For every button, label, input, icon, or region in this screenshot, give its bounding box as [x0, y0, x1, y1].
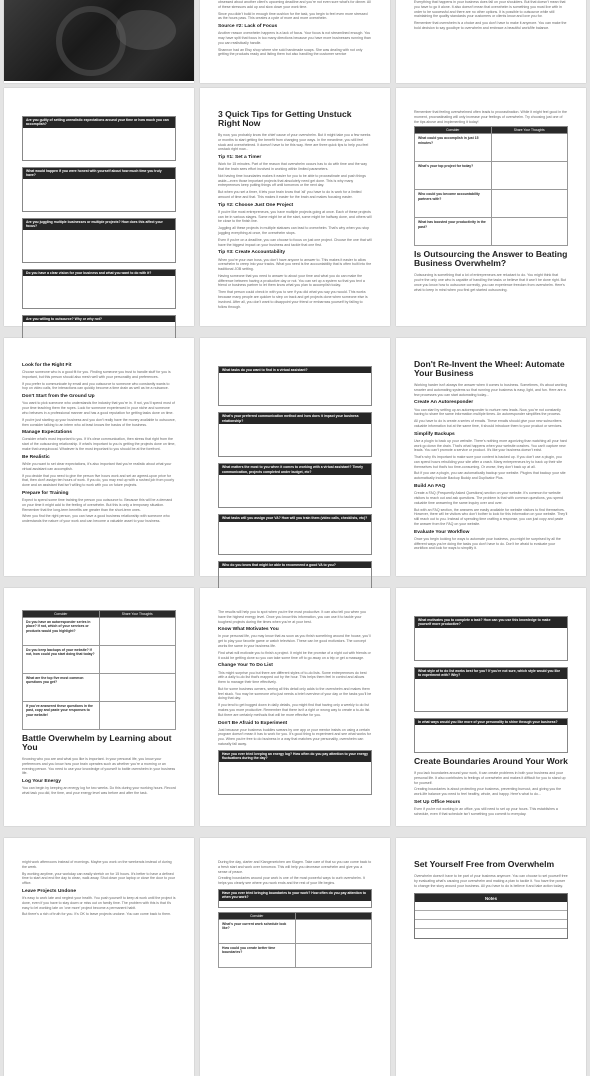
- answer-space[interactable]: [219, 424, 371, 456]
- section-title: Create Boundaries Around Your Work: [414, 756, 568, 767]
- answer-cell[interactable]: [491, 162, 568, 190]
- page-title: Set Yourself Free from Overwhelm: [414, 859, 555, 869]
- body-text: Knowing who you are and what you like is important. In your personal life, you know your preferences and you know how your brain operates such as whether you're a morning or an evening person. You need to use your knowledge of yourself to battle overwhelm in your business life.: [22, 757, 176, 776]
- question-box[interactable]: [218, 889, 372, 908]
- body-text: Consider what's most important to you. If it's clear communication, then stress that right from the start of the outsourcing relationship. If what's important to you is getting the projects done on time, make that unequivocal. Whatever is the most important to you should be at the forefront.: [22, 437, 176, 452]
- table-row: [415, 162, 568, 190]
- prompt-cell: Who could you become accountability partners with?: [415, 190, 492, 218]
- page-title: 3 Quick Tips for Getting Unstuck Right Now: [218, 109, 352, 129]
- page-14-boundaries-worksheet: [200, 838, 390, 1076]
- body-text: Even if you're not working in an office, you still need to set up your hours. This establishes a schedule, even if that schedule isn't something you commit to everyday.: [414, 807, 558, 816]
- section-heading: Be Realistic: [22, 454, 50, 460]
- section-heading: Build An FAQ: [414, 484, 446, 490]
- table-row: [23, 646, 176, 674]
- section-heading: Tip #1: Set a Timer: [218, 155, 262, 161]
- question-header: Are you willing to outsource? Why or why not?: [23, 316, 175, 322]
- answer-cell[interactable]: [99, 618, 176, 646]
- section-heading: Simplify Backups: [414, 431, 455, 437]
- body-text: But there's a rich of truth for you. It's OK to leave projects undone. You can come back to them.: [22, 912, 172, 917]
- body-text: Overwhelm doesn't have to be part of your business anymore. You can choose to set yourself free by evaluating what's causing your overwhelm and making a plan to tackle it. You have the power to change the story around your business. All you have to do is believe it and take action today.: [414, 874, 568, 888]
- body-text: Another reason overwhelm happens is a lack of focus. Your focus is not streamlined enough. You may have split that focus in too many directions because you have more businesses running than you can realistically handle.: [218, 31, 371, 45]
- section-heading: Set Up Office Hours: [414, 800, 461, 806]
- question-header: Who do you know that might be able to recommend a good VA to you?: [219, 562, 371, 568]
- body-text: Once you begin looking for ways to automate your business, you might be surprised by all the different ways you're doing the tasks you don't have to do. Don't be afraid to evaluate your workflow and look for ways to simplify it.: [414, 536, 561, 551]
- body-text: During the day, clarter and Klangerzeichen am Klagen. Take care of that so you can come back to a fresh start and work over tomorrow. This will help you decrease overwhelm and give you a sense of peace.: [218, 860, 372, 874]
- body-text: That's why it's important to make sure your content is backed up. If you don't use a plugin, you can spend hours rebuilding your site after a crash. Many entrepreneurs try to back up their site themselves but that's too time-consuming. Or worse, they don't back up at all.: [414, 455, 563, 469]
- notes-line[interactable]: [415, 920, 567, 929]
- page-2-causes: [200, 0, 390, 83]
- question-header: Do you have a clear vision for your business and what you want to do with it?: [23, 270, 175, 276]
- body-text: Remember that feeling overwhelmed often leads to procrastination. While it might feel good in the moment, procrastinating will only increase your feelings of overwhelm. Try choosing just one of the tips above and implementing it today!: [414, 110, 567, 124]
- body-text: Since you didn't build in enough time cushion for the task, you begin to feel even more stressed as the hours pass. This creates a cycle of more and more overwhelm.: [218, 11, 368, 21]
- body-text: The results will help you to spot when you're the most productive. It can also tell you when you have the highest energy level. Once you know this information, you can use it to tackle your toughest projects during the times when you're at your best.: [218, 610, 366, 624]
- answer-space[interactable]: [415, 725, 567, 752]
- table-row: [23, 618, 176, 646]
- question-header: Are you juggling multiple businesses or multiple projects? How does this affect your focus?: [23, 219, 175, 230]
- answer-cell[interactable]: [99, 646, 176, 674]
- answer-cell[interactable]: [99, 702, 176, 730]
- body-text: You can begin by keeping an energy log for two weeks. Do this during your working hours. Record what task you did, the time, and your energy level was before and after the task.: [22, 786, 176, 796]
- prompt-cell: What could you accomplish in just 15 minutes?: [415, 134, 492, 162]
- prompt-cell: What are the top five most common questions you get?: [23, 674, 100, 702]
- page-10-battle-overwhelm: [4, 588, 194, 826]
- question-box[interactable]: [22, 218, 176, 263]
- prompt-cell: How could you create better time boundaries?: [219, 943, 296, 967]
- body-text: When you find the right person, you can have a good business relationship with someone who understands the nature of your work and can become a valuable asset to your business.: [22, 514, 170, 524]
- table-header: Consider: [415, 127, 492, 134]
- body-text: Find what will motivate you to finish a project. It might be the promise of a night out with friends or it could be getting done so you can take some time off to go away on a trip or get a massage.: [218, 650, 371, 660]
- body-text: Expect to spend some time training the person you outsource to. Because this will be a demand on your time it might add to the feeling of overwhelm. But this is only a temporary situation. Remember that the long-term benefits are greater than the short-term ones.: [22, 497, 173, 512]
- body-text: But with an FAQ section, the answers are easily available for website visitors to find themselves. However, there will be visitors who don't bother to look for this information on your website. They'll still reach out to you. Instead of spending time crafting a response, you can just copy and paste the answer from the FAQ on your website.: [414, 507, 568, 526]
- answer-space[interactable]: [23, 179, 175, 211]
- question-header: What motivates you to complete a task? How can you use this knowledge to make yourself more productive?: [415, 617, 567, 628]
- question-header: What would happen if you were honest with yourself about how much time you truly have?: [23, 168, 175, 179]
- notes-line[interactable]: [415, 902, 567, 911]
- answer-cell[interactable]: [491, 190, 568, 218]
- table-header: Consider: [23, 611, 100, 618]
- page-8-va-worksheet: [200, 338, 390, 576]
- body-text: Having someone that you need to answer to about your time and what you do can make the difference between having a productive day or not. You can set up a system so that you text a friend or business partner to let them know what you plan to accomplish today.: [218, 273, 365, 288]
- photo-ring-shape: [56, 6, 126, 76]
- table-row: [415, 190, 568, 218]
- body-text: You can start by setting up an autoresponder to nurture new leads. Now, you're not constantly having to share the same information multiple times. An autoresponder simplifies the process.: [414, 407, 561, 417]
- prompt-cell: What's your top project for today?: [415, 162, 492, 190]
- question-box[interactable]: [218, 463, 372, 508]
- answer-space[interactable]: [219, 373, 371, 405]
- section-heading: Evaluate Your Workflow: [414, 529, 470, 535]
- page-4-worksheet: [4, 88, 194, 326]
- question-header: What tasks do you want to find in a virtual assistant?: [219, 367, 371, 373]
- question-header: Have you ever tried bringing boundaries to your work? How often do you pay attention to when you work?: [219, 890, 371, 901]
- body-text: Use a plugin to back up your website. There's nothing more agonizing than watching all your hard work go down the drain. That's what happens when your website crashes. You can't capture new leads. You can't promote a service or product. It's like your business doesn't exist.: [414, 438, 567, 453]
- question-box[interactable]: [22, 167, 176, 212]
- notes-line[interactable]: [415, 911, 567, 920]
- body-text: If you prefer to communicate by email and you outsource to someone who constantly wants to hop on video calls, the interactions can quickly become a time drain as well as be a nuisance.: [22, 381, 170, 391]
- table-row: [23, 702, 176, 730]
- notes-line[interactable]: [415, 929, 567, 938]
- body-text: obsessed about another client's upcoming deadline and you're not even sure what's for dinner. All of these stressors add up and slow down your work time.: [218, 0, 371, 9]
- body-text: But for some business owners, seeing all this detail only adds to the overwhelm and makes them feel stuck. You may be someone who just needs a brief overview of your day or the tasks you'll be doing that day.: [218, 686, 372, 701]
- body-text: But if you use a plugin, you can automatically backup your website. Plugins that backup your site automatically include Backup Buddy and Duplicator Plus.: [414, 471, 566, 481]
- section-heading: Change Your To Do List: [218, 663, 273, 669]
- prompt-cell: What's your current work schedule look like?: [219, 919, 296, 943]
- answer-space[interactable]: [415, 628, 567, 660]
- question-box[interactable]: [22, 269, 176, 309]
- section-heading: Don't Start from the Ground Up: [22, 394, 95, 400]
- consider-table: [414, 126, 568, 246]
- prompt-cell: If you've answered these questions in the past, copy and paste your responses to your website!: [23, 702, 100, 730]
- page-7-right-fit: [4, 338, 194, 576]
- body-text: Creating boundaries is about protecting your business, preventing burnout, and giving you the work-life balance you need to feel healthy, whole, and happy. Here's what to do...: [414, 787, 562, 797]
- question-box[interactable]: [218, 514, 372, 554]
- question-box[interactable]: [218, 366, 372, 406]
- question-header: Are you guilty of setting unrealistic expectations around your time or how much you can accomplish?: [23, 117, 175, 128]
- question-header: What matters the most to you when it comes to working with a virtual assistant? Timely communication, projects completed under budget, etc?: [219, 464, 371, 475]
- table-header: Consider: [219, 912, 296, 919]
- page-12-boundaries: [396, 588, 586, 826]
- answer-space[interactable]: [219, 475, 371, 507]
- body-text: Work for 15 minutes. Part of the reason that overwhelm occurs has to do with time and the way that the brain sees effort involved in working within limited parameters.: [218, 162, 367, 172]
- page-title: Don't Re-Invent the Wheel: Automate Your Business: [414, 359, 565, 379]
- section-heading: Manage Expectations: [22, 430, 73, 436]
- question-box[interactable]: [218, 412, 372, 457]
- answer-cell[interactable]: [295, 919, 372, 943]
- question-header: What tasks will you assign your VA? How will you train them (video calls, checklists, etc)?: [219, 515, 371, 521]
- question-box[interactable]: [414, 616, 568, 661]
- question-box[interactable]: [22, 116, 176, 161]
- answer-space[interactable]: [23, 230, 175, 262]
- body-text: If you're like most entrepreneurs, you have multiple projects going at once. Each of these projects can be in various stages. Some might be at the start, some might be halfway done, and others will be close to the finish line.: [218, 209, 372, 224]
- page-5-quick-tips: [200, 88, 390, 326]
- answer-space[interactable]: [219, 762, 371, 794]
- page-3-outsourcing: [396, 0, 586, 83]
- body-text: You want to pick someone who understands the industry that you're in. If not, you'll spend most of your time teaching them the ropes. Look for someone experienced in your niche and someone who behaves in a professional manner and has a good reputation for getting tasks done on time.: [22, 401, 175, 415]
- prompt-cell: What has boosted your productivity in the past?: [415, 218, 492, 246]
- body-text: All you have to do is create a series of emails. These emails should give your new subscribers valuable information but at the same time, it should introduce them to your product or services.: [414, 419, 563, 428]
- section-heading: Tip #3: Create Accountability: [218, 250, 286, 256]
- body-text: Then that person could check in with you to see if you did what you say you would. This works because many people are quicker to step on track and get projects done when someone else is involved. After all, you don't want to disappoint your friend or embarrass yourself by failing to follow through.: [218, 290, 368, 309]
- body-text: But when you set a timer, it lets your brain know that 'all' you have to do is work for a limited amount of time and that. This makes it easier for the brain and makes focusing easier.: [218, 190, 362, 199]
- question-box[interactable]: [414, 667, 568, 712]
- body-text: Remember that overwhelm is a choice and you don't have to make it anymore. You can make the bold decision to say goodbye to overwhelm and embrace a beautiful work/life balance.: [414, 21, 567, 30]
- section-heading: Know What Motivates You: [218, 627, 279, 633]
- section-heading: Log Your Energy: [22, 779, 61, 785]
- body-text: Even if you're on a deadline, you can choose to focus on just one project. Choose the one that will have the biggest impact on your business and tackle that one first.: [218, 237, 372, 247]
- page-13-office-hours: [4, 838, 194, 1076]
- prompt-cell: Do you have an autoresponder series in place? If not, which of your services or products would you highlight?: [23, 618, 100, 646]
- answer-space[interactable]: [219, 522, 371, 554]
- table-row: [415, 218, 568, 246]
- question-box[interactable]: [218, 750, 372, 795]
- section-heading: Prepare for Training: [22, 490, 69, 496]
- answer-space[interactable]: [23, 276, 175, 308]
- body-text: It's easy to work late and neglect your health. You push yourself to keep at work until the project is done, even if you have to stay down or miss out on family time. The problem with this is that it's easy to let working late on 'one more' project become a permanent habit.: [22, 896, 176, 910]
- question-box[interactable]: [414, 718, 568, 753]
- section-title: Is Outsourcing the Answer to Beating Business Overwhelm?: [414, 249, 568, 269]
- page-1-cover-photo: [4, 0, 194, 83]
- question-header: What's your preferred communication method and how does it impact your business relationship?: [219, 413, 371, 424]
- table-row: [219, 919, 372, 943]
- section-heading: Look for the Right Fit: [22, 363, 72, 368]
- body-text: When you're your own boss, you don't have anyone to answer to. This makes it easier to allow overwhelm to creep into your tracks. What you need is the accountability that is often built into the traditional JOB setting.: [218, 257, 372, 272]
- body-text: Creating boundaries around your work is one of the most powerful ways to curb overwhelm. It helps you clearly see where you work ends and the rest of your life begins.: [218, 876, 365, 886]
- page-6-consider-table: [396, 88, 586, 326]
- section-heading: Leave Projects Undone: [22, 888, 77, 894]
- body-text: If you lack boundaries around your work, it can create problems in both your business and your personal life. It also contributes to feelings of overwhelm and makes it difficult for you to stand up for yourself.: [414, 771, 566, 785]
- page-9-automate: [396, 338, 586, 576]
- body-text: might work afternoons instead of mornings. Maybe you work on the weekends instead of during the week.: [22, 860, 172, 869]
- table-row: [415, 134, 568, 162]
- answer-space[interactable]: [415, 679, 567, 711]
- section-heading: Create An Autoresponder: [414, 400, 474, 406]
- table-header: Share Your Thoughts: [491, 127, 568, 134]
- page-15-set-free: [396, 838, 586, 1076]
- consider-table: [22, 610, 176, 730]
- body-text: This might surprise you but there are different styles of to-do lists. Some entrepreneurs do best with a daily to-do list that's mapped out by the hour. This helps them feel in control and allows them to manage their time effectively.: [218, 670, 367, 685]
- table-row: [23, 674, 176, 702]
- answer-cell[interactable]: [295, 943, 372, 967]
- body-text: Juggling all these projects in multiple statuses can lead to overwhelm. That's why when you stop juggling everything at once, the overwhelm stops.: [218, 226, 370, 236]
- body-text: If you decide that you need to give the person five hours work and set an agreed-upon price for that, then don't assign ten hours of work. If you do, you may end up with a rushed job from poorly done and an assistant that isn't willing to work with you on future projects.: [22, 473, 175, 488]
- answer-cell[interactable]: [99, 674, 176, 702]
- body-text: While you want to set clear expectations, it's also important that you're realistic about what your virtual assistant can accomplish.: [22, 461, 172, 471]
- question-header: What style of to do list works best for you? If you're not sure, which style would you like to experiment with? Why?: [415, 668, 567, 679]
- notes-header: Notes: [415, 894, 567, 902]
- section-heading: Source #2: Lack of Focus: [218, 24, 278, 30]
- answer-space[interactable]: [219, 901, 371, 907]
- question-header: In what ways would you like more of your personality to shine through your business?: [415, 719, 567, 725]
- section-title: Battle Overwhelm by Learning about You: [22, 733, 172, 753]
- body-text: By working anytime, your workday can easily stretch on for 15 hours. It's better to have a defined time to start and end the day to clean, walk away. Shut down your laptop or close the door to your office.: [22, 871, 175, 886]
- answer-space[interactable]: [23, 128, 175, 160]
- body-text: In your personal life, you may know that as soon as you finish something around the house, you'll get to play your favorite game or watch television. These can be good motivators. The concept works the same in your business life.: [218, 634, 371, 649]
- notes-box[interactable]: [414, 893, 568, 939]
- body-text: Not having time boundaries makes it easier for you to be able to procrastinate and push things aside—even those important projects that absolutely need get done. This is why many entrepreneurs keep putting things off until tomorrow or the next day.: [218, 173, 366, 188]
- prompt-cell: Do you keep backups of your website? If not, how could you start doing that today?: [23, 646, 100, 674]
- body-text: Just because your business buddies swears by one app or your mentor insists on using a certain program doesn't mean it has to work for you. It's good thing to experiment and see what works for you. When you're free to do business in a way that matches your personality, overwhelm can naturally fall away.: [218, 727, 371, 747]
- section-heading: Don't Be Afraid to Experiment: [218, 720, 288, 726]
- body-text: If you tend to get bogged down in daily details, you might find that having only a weekly to do list makes you more productive. Remember that there isn't a right or wrong way to create a to-do list. But there are certainly methods that will be more effective for you.: [218, 703, 371, 717]
- consider-table: [218, 912, 372, 968]
- body-text: By now, you probably know the chief cause of your overwhelm. But it might take you a few weeks or months to start getting the benefit from changing your ways. In the meantime, you still feel stuck and overwhelmed. It doesn't have to be this way. Here are three quick tips to help you feel unstuck right now...: [218, 133, 371, 152]
- body-text: Choose someone who is a good fit for you. Finding someone you trust to handle stuff for you is important, but this person should also mesh well with your personality and preferences.: [22, 370, 171, 379]
- body-text: Outsourcing is something that a lot of entrepreneurs are reluctant to do. You might think that you're the only one who is capable of handling the tasks or believe that it won't be done right. But once you know how to outsource correctly, you can experience freedom from overwhelm. Here's what to keep in mind when you first get started outsourcing.: [414, 273, 566, 292]
- table-header: Share Your Thoughts: [99, 611, 176, 618]
- section-heading: Tip #2: Choose Just One Project: [218, 202, 294, 208]
- photo-hand-shape: [116, 10, 176, 50]
- body-text: Create a FAQ (Frequently Asked Questions) section on your website. It's common for website visitors to reach out and ask questions. The problem is that with common questions, you spend valuable time answering the same inquiry over and over.: [414, 491, 563, 505]
- answer-cell[interactable]: [491, 134, 568, 162]
- body-text: Working harder isn't always the answer when it comes to business. Sometimes, it's about working smarter and automating systems so that running your business is easy, light, and fun. Here are a few processes you can start automating today...: [414, 383, 568, 397]
- cover-photo-image: [4, 0, 194, 81]
- table-header: [295, 912, 372, 919]
- answer-cell[interactable]: [491, 218, 568, 246]
- body-text: Shannon had an Etsy shop where she sold handmade soaps. She was dealing with not only getting the products ready and listing them but also handling the customer service: [218, 47, 363, 57]
- table-row: [219, 943, 372, 967]
- question-header: Have you ever tried keeping an energy log? How often do you pay attention to your energy fluctuations during the day?: [219, 751, 371, 762]
- body-text: If you're just starting up your business and you don't really have the money available to outsource, then consider talking to an intern who at least knows the basics of the business.: [22, 417, 176, 427]
- body-text: Everything that happens in your business does fall on your shoulders. But that doesn't mean that you have to go it alone. It also doesn't mean that overwhelm is something you must live with in order to be successful and there are no other options. It is possible to outsource while still maintaining the quality standards your customers or clients know and love you for.: [414, 0, 566, 19]
- page-11-motivation: [200, 588, 390, 826]
